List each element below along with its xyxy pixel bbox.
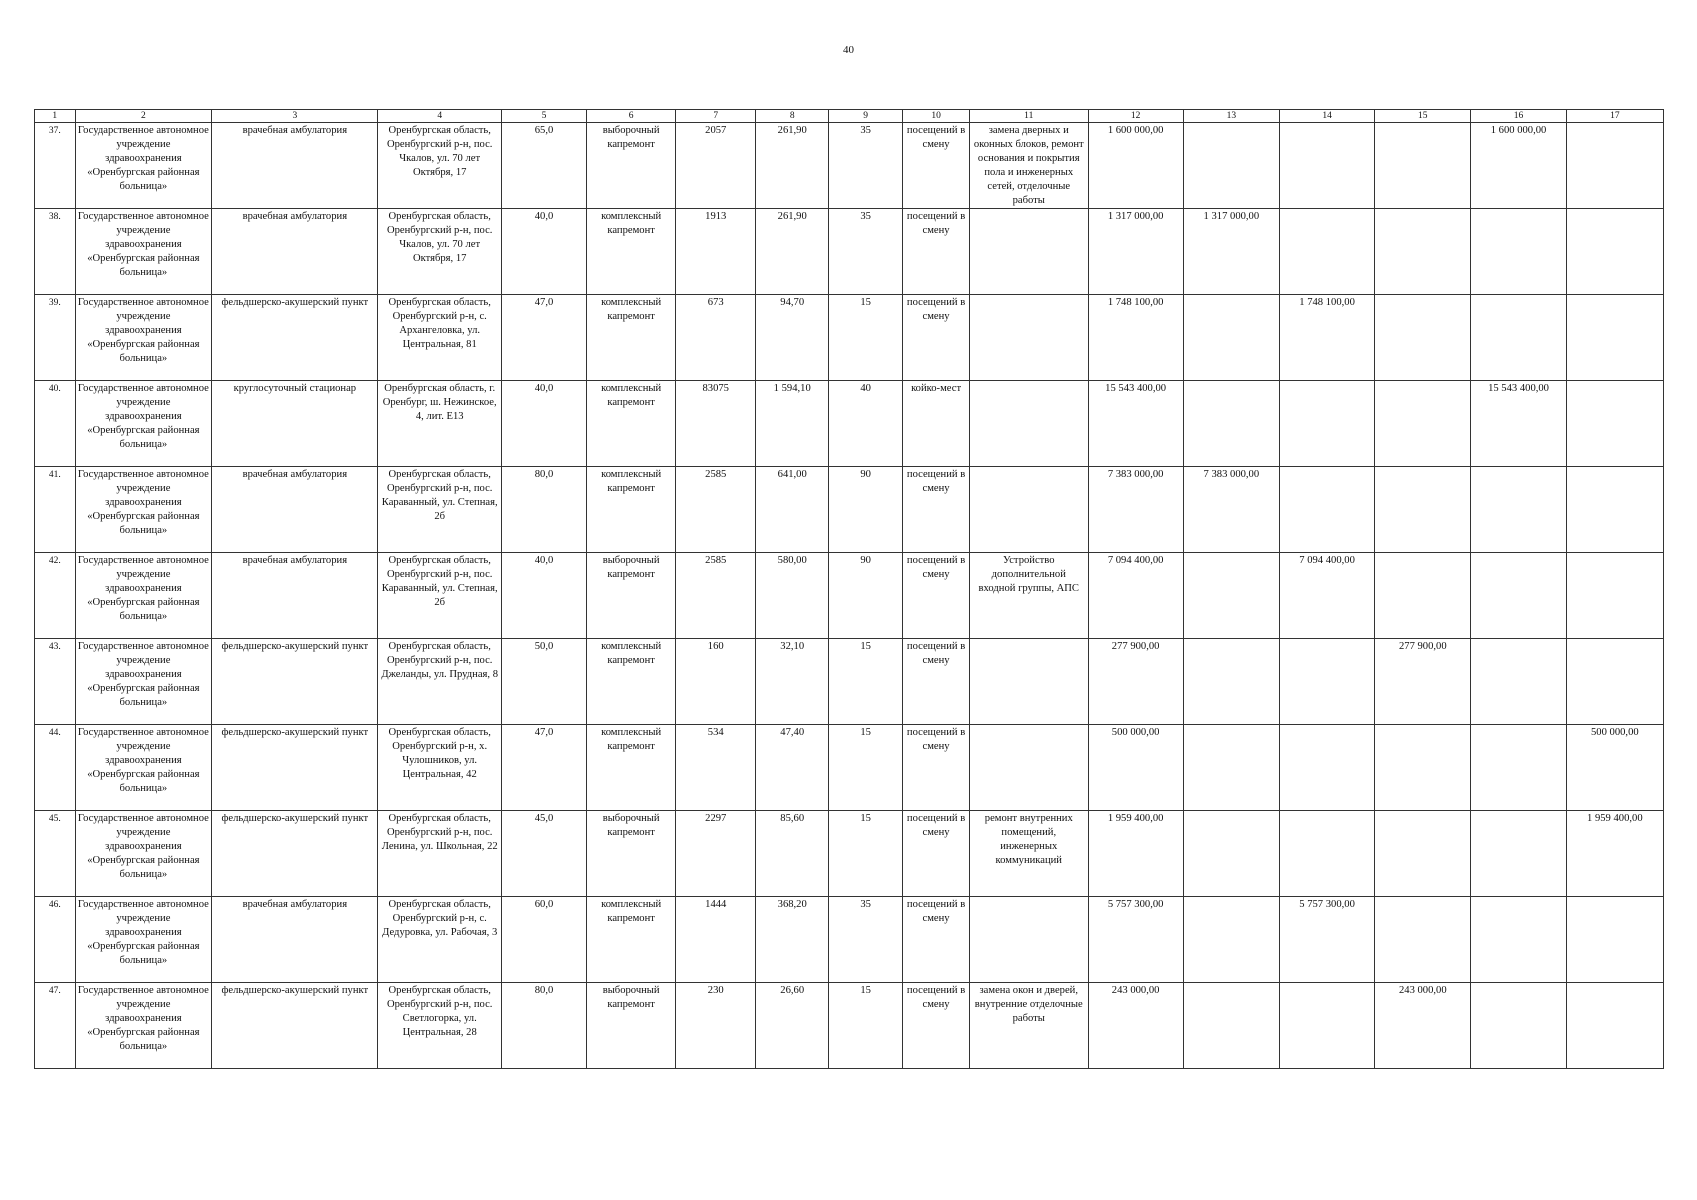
cost-year-1-cell: 7 383 000,00 <box>1183 467 1279 553</box>
works-description-cell: замена окон и дверей, внутренние отделочные работы <box>970 983 1089 1069</box>
organization-cell: Государственное автономное учреждение здравоохранения «Оренбургская районная больница» <box>75 381 212 467</box>
wear-percent-cell: 80,0 <box>501 983 586 1069</box>
col-7-cell: 2585 <box>676 467 756 553</box>
works-description-cell <box>970 897 1089 983</box>
cost-year-5-cell <box>1566 209 1663 295</box>
works-description-cell: замена дверных и оконных блоков, ремонт основания и покрытия пола и инженерных сетей, отделочные работы <box>970 123 1089 209</box>
address-cell: Оренбургская область, Оренбургский р-н, пос. Караванный, ул. Степная, 2б <box>378 553 502 639</box>
cost-year-2-cell: 5 757 300,00 <box>1279 897 1374 983</box>
wear-percent-cell: 80,0 <box>501 467 586 553</box>
col-7-cell: 534 <box>676 725 756 811</box>
area-cell: 26,60 <box>756 983 829 1069</box>
column-number-row <box>35 110 1664 123</box>
wear-percent-cell: 47,0 <box>501 725 586 811</box>
col-7-cell: 673 <box>676 295 756 381</box>
address-cell: Оренбургская область, г. Оренбург, ш. Нежинское, 4, лит. Е13 <box>378 381 502 467</box>
column-header: 5 <box>501 110 586 123</box>
total-cost-cell: 7 094 400,00 <box>1088 553 1183 639</box>
facility-type-cell: врачебная амбулатория <box>212 467 378 553</box>
col-7-cell: 2585 <box>676 553 756 639</box>
cost-year-1-cell <box>1183 639 1279 725</box>
cost-year-4-cell <box>1471 811 1566 897</box>
cost-year-2-cell <box>1279 123 1374 209</box>
row-number: 42. <box>35 553 76 639</box>
col-7-cell: 1444 <box>676 897 756 983</box>
capacity-cell: 35 <box>829 897 903 983</box>
cost-year-1-cell <box>1183 897 1279 983</box>
column-header: 11 <box>970 110 1089 123</box>
repair-type-cell: комплексный капремонт <box>587 897 676 983</box>
row-number: 39. <box>35 295 76 381</box>
cost-year-3-cell <box>1375 295 1471 381</box>
col-7-cell: 2057 <box>676 123 756 209</box>
cost-year-2-cell: 7 094 400,00 <box>1279 553 1374 639</box>
cost-year-2-cell: 1 748 100,00 <box>1279 295 1374 381</box>
cost-year-5-cell <box>1566 123 1663 209</box>
col-7-cell: 1913 <box>676 209 756 295</box>
capacity-unit-cell: посещений в смену <box>903 123 970 209</box>
organization-cell: Государственное автономное учреждение здравоохранения «Оренбургская районная больница» <box>75 295 212 381</box>
cost-year-4-cell <box>1471 295 1566 381</box>
organization-cell: Государственное автономное учреждение здравоохранения «Оренбургская районная больница» <box>75 123 212 209</box>
col-7-cell: 83075 <box>676 381 756 467</box>
capacity-cell: 15 <box>829 725 903 811</box>
organization-cell: Государственное автономное учреждение здравоохранения «Оренбургская районная больница» <box>75 897 212 983</box>
column-header: 12 <box>1088 110 1183 123</box>
facility-type-cell: врачебная амбулатория <box>212 553 378 639</box>
cost-year-4-cell: 1 600 000,00 <box>1471 123 1566 209</box>
capacity-cell: 35 <box>829 123 903 209</box>
column-header: 16 <box>1471 110 1566 123</box>
cost-year-5-cell <box>1566 467 1663 553</box>
address-cell: Оренбургская область, Оренбургский р-н, пос. Чкалов, ул. 70 лет Октября, 17 <box>378 209 502 295</box>
repair-type-cell: комплексный капремонт <box>587 725 676 811</box>
total-cost-cell: 1 317 000,00 <box>1088 209 1183 295</box>
organization-cell: Государственное автономное учреждение здравоохранения «Оренбургская районная больница» <box>75 209 212 295</box>
cost-year-5-cell: 1 959 400,00 <box>1566 811 1663 897</box>
cost-year-2-cell <box>1279 725 1374 811</box>
cost-year-1-cell <box>1183 123 1279 209</box>
column-header: 9 <box>829 110 903 123</box>
address-cell: Оренбургская область, Оренбургский р-н, пос. Джеланды, ул. Прудная, 8 <box>378 639 502 725</box>
cost-year-1-cell <box>1183 811 1279 897</box>
cost-year-1-cell <box>1183 983 1279 1069</box>
works-description-cell <box>970 725 1089 811</box>
cost-year-4-cell <box>1471 897 1566 983</box>
table-row <box>35 123 1664 209</box>
row-number: 44. <box>35 725 76 811</box>
facility-type-cell: врачебная амбулатория <box>212 897 378 983</box>
row-number: 47. <box>35 983 76 1069</box>
row-number: 38. <box>35 209 76 295</box>
wear-percent-cell: 60,0 <box>501 897 586 983</box>
facility-type-cell: врачебная амбулатория <box>212 123 378 209</box>
cost-year-3-cell <box>1375 811 1471 897</box>
works-description-cell <box>970 467 1089 553</box>
address-cell: Оренбургская область, Оренбургский р-н, пос. Караванный, ул. Степная, 2б <box>378 467 502 553</box>
cost-year-4-cell <box>1471 467 1566 553</box>
row-number: 41. <box>35 467 76 553</box>
cost-year-1-cell: 1 317 000,00 <box>1183 209 1279 295</box>
organization-cell: Государственное автономное учреждение здравоохранения «Оренбургская районная больница» <box>75 467 212 553</box>
column-header: 7 <box>676 110 756 123</box>
area-cell: 368,20 <box>756 897 829 983</box>
cost-year-2-cell <box>1279 381 1374 467</box>
column-header: 4 <box>378 110 502 123</box>
cost-year-3-cell <box>1375 123 1471 209</box>
area-cell: 47,40 <box>756 725 829 811</box>
total-cost-cell: 1 959 400,00 <box>1088 811 1183 897</box>
table-body <box>35 123 1664 1069</box>
col-7-cell: 160 <box>676 639 756 725</box>
col-7-cell: 230 <box>676 983 756 1069</box>
capacity-unit-cell: посещений в смену <box>903 983 970 1069</box>
cost-year-1-cell <box>1183 725 1279 811</box>
row-number: 43. <box>35 639 76 725</box>
works-description-cell <box>970 295 1089 381</box>
facility-type-cell: фельдшерско-акушерский пункт <box>212 725 378 811</box>
facility-type-cell: фельдшерско-акушерский пункт <box>212 811 378 897</box>
repair-type-cell: комплексный капремонт <box>587 295 676 381</box>
cost-year-4-cell <box>1471 639 1566 725</box>
total-cost-cell: 5 757 300,00 <box>1088 897 1183 983</box>
capacity-unit-cell: койко-мест <box>903 381 970 467</box>
cost-year-5-cell <box>1566 639 1663 725</box>
column-header: 3 <box>212 110 378 123</box>
column-header: 2 <box>75 110 212 123</box>
facility-type-cell: фельдшерско-акушерский пункт <box>212 639 378 725</box>
repair-type-cell: выборочный капремонт <box>587 983 676 1069</box>
table-row <box>35 983 1664 1069</box>
facilities-table <box>34 109 1664 1069</box>
cost-year-3-cell <box>1375 381 1471 467</box>
area-cell: 85,60 <box>756 811 829 897</box>
repair-type-cell: выборочный капремонт <box>587 553 676 639</box>
capacity-cell: 90 <box>829 467 903 553</box>
column-header: 6 <box>587 110 676 123</box>
cost-year-4-cell <box>1471 983 1566 1069</box>
row-number: 40. <box>35 381 76 467</box>
capacity-unit-cell: посещений в смену <box>903 209 970 295</box>
cost-year-5-cell: 500 000,00 <box>1566 725 1663 811</box>
repair-type-cell: комплексный капремонт <box>587 467 676 553</box>
cost-year-2-cell <box>1279 811 1374 897</box>
capacity-unit-cell: посещений в смену <box>903 639 970 725</box>
works-description-cell: Устройство дополнительной входной группы, АПС <box>970 553 1089 639</box>
area-cell: 641,00 <box>756 467 829 553</box>
total-cost-cell: 277 900,00 <box>1088 639 1183 725</box>
capacity-cell: 15 <box>829 983 903 1069</box>
organization-cell: Государственное автономное учреждение здравоохранения «Оренбургская районная больница» <box>75 639 212 725</box>
facility-type-cell: фельдшерско-акушерский пункт <box>212 295 378 381</box>
total-cost-cell: 243 000,00 <box>1088 983 1183 1069</box>
works-description-cell: ремонт внутренних помещений, инженерных коммуникаций <box>970 811 1089 897</box>
table-row <box>35 381 1664 467</box>
cost-year-4-cell: 15 543 400,00 <box>1471 381 1566 467</box>
area-cell: 94,70 <box>756 295 829 381</box>
cost-year-1-cell <box>1183 553 1279 639</box>
column-header: 17 <box>1566 110 1663 123</box>
row-number: 37. <box>35 123 76 209</box>
repair-type-cell: комплексный капремонт <box>587 639 676 725</box>
repair-type-cell: комплексный капремонт <box>587 381 676 467</box>
row-number: 45. <box>35 811 76 897</box>
works-description-cell <box>970 639 1089 725</box>
wear-percent-cell: 40,0 <box>501 553 586 639</box>
capacity-cell: 40 <box>829 381 903 467</box>
cost-year-5-cell <box>1566 897 1663 983</box>
table-row <box>35 295 1664 381</box>
cost-year-2-cell <box>1279 639 1374 725</box>
table-row <box>35 639 1664 725</box>
row-number: 46. <box>35 897 76 983</box>
table-row <box>35 209 1664 295</box>
capacity-cell: 35 <box>829 209 903 295</box>
area-cell: 1 594,10 <box>756 381 829 467</box>
column-header: 13 <box>1183 110 1279 123</box>
address-cell: Оренбургская область, Оренбургский р-н, х. Чулошников, ул. Центральная, 42 <box>378 725 502 811</box>
cost-year-2-cell <box>1279 467 1374 553</box>
address-cell: Оренбургская область, Оренбургский р-н, с. Дедуровка, ул. Рабочая, 3 <box>378 897 502 983</box>
capacity-unit-cell: посещений в смену <box>903 811 970 897</box>
wear-percent-cell: 45,0 <box>501 811 586 897</box>
capacity-unit-cell: посещений в смену <box>903 897 970 983</box>
capacity-unit-cell: посещений в смену <box>903 295 970 381</box>
wear-percent-cell: 65,0 <box>501 123 586 209</box>
cost-year-1-cell <box>1183 381 1279 467</box>
cost-year-3-cell <box>1375 467 1471 553</box>
column-header: 15 <box>1375 110 1471 123</box>
table-row <box>35 467 1664 553</box>
address-cell: Оренбургская область, Оренбургский р-н, пос. Чкалов, ул. 70 лет Октября, 17 <box>378 123 502 209</box>
cost-year-4-cell <box>1471 209 1566 295</box>
address-cell: Оренбургская область, Оренбургский р-н, с. Архангеловка, ул. Центральная, 81 <box>378 295 502 381</box>
cost-year-3-cell <box>1375 897 1471 983</box>
column-header: 14 <box>1279 110 1374 123</box>
capacity-unit-cell: посещений в смену <box>903 725 970 811</box>
total-cost-cell: 500 000,00 <box>1088 725 1183 811</box>
cost-year-3-cell <box>1375 209 1471 295</box>
wear-percent-cell: 40,0 <box>501 381 586 467</box>
capacity-cell: 15 <box>829 639 903 725</box>
table-row <box>35 725 1664 811</box>
total-cost-cell: 1 600 000,00 <box>1088 123 1183 209</box>
cost-year-3-cell: 277 900,00 <box>1375 639 1471 725</box>
capacity-cell: 15 <box>829 295 903 381</box>
table-row <box>35 897 1664 983</box>
area-cell: 580,00 <box>756 553 829 639</box>
wear-percent-cell: 47,0 <box>501 295 586 381</box>
facility-type-cell: фельдшерско-акушерский пункт <box>212 983 378 1069</box>
address-cell: Оренбургская область, Оренбургский р-н, пос. Светлогорка, ул. Центральная, 28 <box>378 983 502 1069</box>
total-cost-cell: 7 383 000,00 <box>1088 467 1183 553</box>
total-cost-cell: 15 543 400,00 <box>1088 381 1183 467</box>
cost-year-3-cell: 243 000,00 <box>1375 983 1471 1069</box>
area-cell: 261,90 <box>756 209 829 295</box>
repair-type-cell: комплексный капремонт <box>587 209 676 295</box>
address-cell: Оренбургская область, Оренбургский р-н, пос. Ленина, ул. Школьная, 22 <box>378 811 502 897</box>
area-cell: 32,10 <box>756 639 829 725</box>
area-cell: 261,90 <box>756 123 829 209</box>
cost-year-5-cell <box>1566 553 1663 639</box>
table-row <box>35 553 1664 639</box>
wear-percent-cell: 40,0 <box>501 209 586 295</box>
cost-year-5-cell <box>1566 983 1663 1069</box>
page-number: 40 <box>843 44 854 56</box>
cost-year-3-cell <box>1375 725 1471 811</box>
column-header: 1 <box>35 110 76 123</box>
facility-type-cell: круглосуточный стационар <box>212 381 378 467</box>
works-description-cell <box>970 209 1089 295</box>
organization-cell: Государственное автономное учреждение здравоохранения «Оренбургская районная больница» <box>75 811 212 897</box>
total-cost-cell: 1 748 100,00 <box>1088 295 1183 381</box>
repair-type-cell: выборочный капремонт <box>587 811 676 897</box>
cost-year-2-cell <box>1279 983 1374 1069</box>
capacity-cell: 15 <box>829 811 903 897</box>
table-row <box>35 811 1664 897</box>
capacity-unit-cell: посещений в смену <box>903 467 970 553</box>
organization-cell: Государственное автономное учреждение здравоохранения «Оренбургская районная больница» <box>75 725 212 811</box>
column-header: 8 <box>756 110 829 123</box>
column-header: 10 <box>903 110 970 123</box>
repair-type-cell: выборочный капремонт <box>587 123 676 209</box>
organization-cell: Государственное автономное учреждение здравоохранения «Оренбургская районная больница» <box>75 553 212 639</box>
organization-cell: Государственное автономное учреждение здравоохранения «Оренбургская районная больница» <box>75 983 212 1069</box>
capacity-unit-cell: посещений в смену <box>903 553 970 639</box>
cost-year-5-cell <box>1566 381 1663 467</box>
cost-year-2-cell <box>1279 209 1374 295</box>
wear-percent-cell: 50,0 <box>501 639 586 725</box>
col-7-cell: 2297 <box>676 811 756 897</box>
cost-year-3-cell <box>1375 553 1471 639</box>
cost-year-5-cell <box>1566 295 1663 381</box>
works-description-cell <box>970 381 1089 467</box>
facility-type-cell: врачебная амбулатория <box>212 209 378 295</box>
cost-year-4-cell <box>1471 553 1566 639</box>
cost-year-4-cell <box>1471 725 1566 811</box>
cost-year-1-cell <box>1183 295 1279 381</box>
capacity-cell: 90 <box>829 553 903 639</box>
